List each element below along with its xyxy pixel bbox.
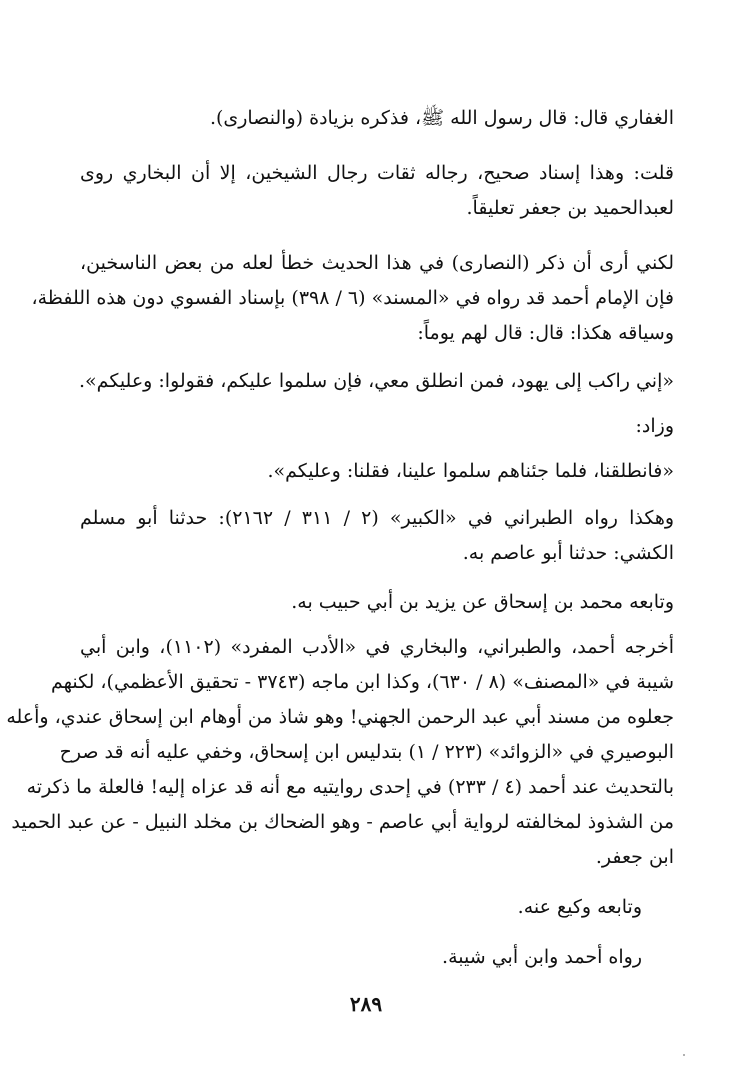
text-line-21: رواه أحمد وابن أبي شيبة. [442, 946, 642, 968]
text-line-17: بالتحديث عند أحمد (٤ / ٢٣٣) في إحدى روايتيه مع أنه قد عزاه إليه! فالعلة ما ذكرته [26, 776, 674, 798]
quote-line-1: «إني راكب إلى يهود، فمن انطلق معي، فإن سلموا عليكم، فقولوا: وعليكم». [79, 370, 674, 392]
text-line-13: أخرجه أحمد، والطبراني، والبخاري في «الأدب المفرد» (١١٠٢)، وابن أبي [80, 636, 675, 658]
text-line-15: جعلوه من مسند أبي عبد الرحمن الجهني! وهو شاذ من أوهام ابن إسحاق عندي، وأعله [6, 706, 674, 728]
text-line-zad: وزاد: [635, 415, 674, 437]
text-line-10: وهكذا رواه الطبراني في «الكبير» (٢ / ٣١١ / ٢١٦٢): حدثنا أبو مسلم [80, 507, 675, 529]
text-line-12: وتابعه محمد بن إسحاق عن يزيد بن أبي حبيب به. [291, 591, 674, 613]
text-line-4: لكني أرى أن ذكر (النصارى) في هذا الحديث خطأ لعله من بعض الناسخين، [80, 252, 674, 274]
text-line-18: من الشذوذ لمخالفته لرواية أبي عاصم - وهو الضحاك بن مخلد النبيل - عن عبد الحميد [11, 811, 674, 833]
text-line-1: الغفاري قال: قال رسول الله ﷺ، فذكره بزيادة (والنصارى). [209, 107, 674, 129]
text-line-2: قلت: وهذا إسناد صحيح، رجاله ثقات رجال الشيخين، إلا أن البخاري روى [80, 162, 674, 184]
page-number: ٢٨٩ [349, 992, 383, 1016]
text-line-14: شيبة في «المصنف» (٨ / ٦٣٠)، وكذا ابن ماجه (٣٧٤٣ - تحقيق الأعظمي)، لكنهم [50, 671, 674, 693]
quote-line-2: «فانطلقنا، فلما جئناهم سلموا علينا، فقلنا: وعليكم». [267, 460, 674, 482]
scan-speck [683, 1054, 685, 1056]
text-line-5: فإن الإمام أحمد قد رواه في «المسند» (٦ / ٣٩٨) بإسناد الفسوي دون هذه اللفظة، [31, 287, 674, 309]
text-line-20: وتابعه وكيع عنه. [517, 896, 642, 918]
text-line-16: البوصيري في «الزوائد» (٢٢٣ / ١) بتدليس ابن إسحاق، وخفي عليه أنه قد صرح [59, 741, 674, 763]
text-line-11: الكشي: حدثنا أبو عاصم به. [462, 542, 674, 564]
text-line-3: لعبدالحميد بن جعفر تعليقاً. [466, 197, 674, 219]
text-line-6: وسياقه هكذا: قال: قال لهم يوماً: [417, 322, 674, 344]
text-line-19: ابن جعفر. [595, 846, 674, 868]
